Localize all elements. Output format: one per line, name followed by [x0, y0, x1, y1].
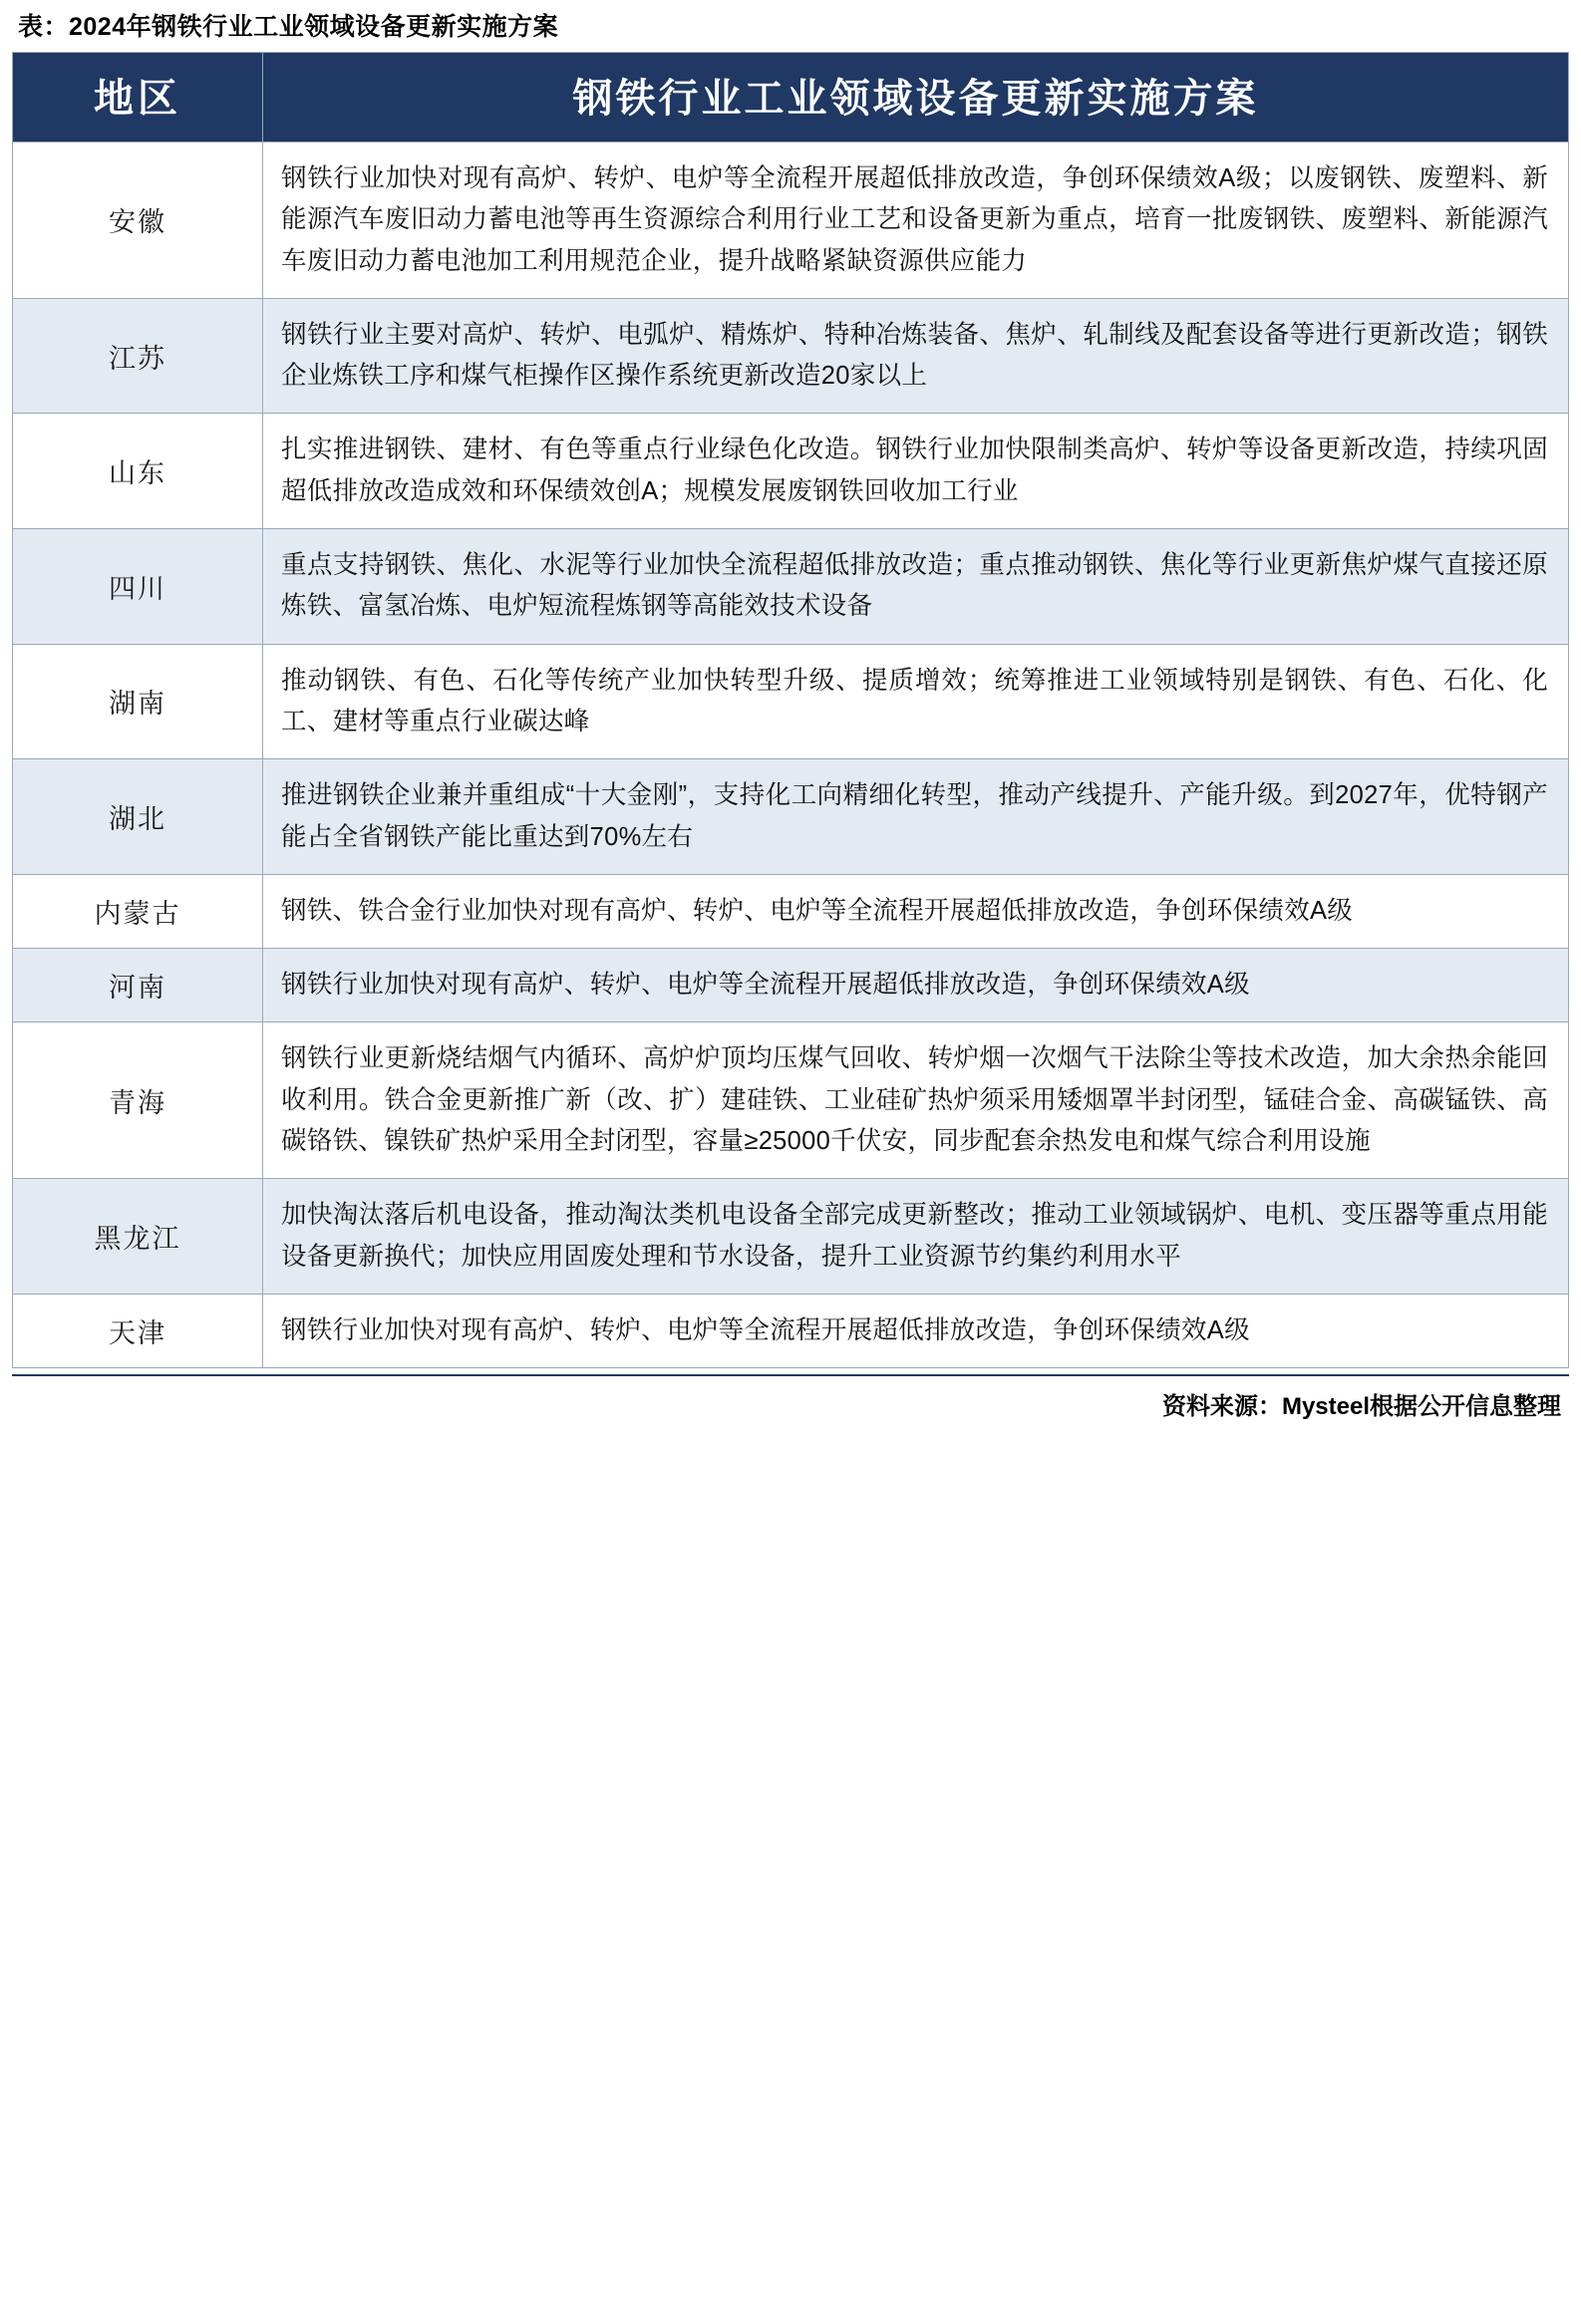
- cell-content: 钢铁行业加快对现有高炉、转炉、电炉等全流程开展超低排放改造，争创环保绩效A级: [263, 949, 1569, 1022]
- source-note: 资料来源：Mysteel根据公开信息整理: [12, 1374, 1569, 1421]
- table-row: [13, 529, 1569, 645]
- table-row: [13, 644, 1569, 759]
- cell-content: 钢铁行业主要对高炉、转炉、电弧炉、精炼炉、特种冶炼装备、焦炉、轧制线及配套设备等进行更新改造；钢铁企业炼铁工序和煤气柜操作区操作系统更新改造20家以上: [263, 298, 1569, 414]
- cell-region: 青海: [13, 1022, 263, 1179]
- cell-region: 安徽: [13, 143, 263, 299]
- table-row: [13, 1022, 1569, 1179]
- cell-region: 天津: [13, 1294, 263, 1367]
- table-caption: 表：2024年钢铁行业工业领域设备更新实施方案: [18, 13, 559, 41]
- cell-region: 湖南: [13, 644, 263, 759]
- table-row: [13, 414, 1569, 529]
- table-row: [13, 949, 1569, 1022]
- cell-content: 重点支持钢铁、焦化、水泥等行业加快全流程超低排放改造；重点推动钢铁、焦化等行业更新焦炉煤气直接还原炼铁、富氢冶炼、电炉短流程炼钢等高能效技术设备: [263, 529, 1569, 645]
- column-header-region: 地区: [13, 53, 263, 143]
- cell-region: 黑龙江: [13, 1179, 263, 1295]
- cell-region: 山东: [13, 414, 263, 529]
- cell-region: 四川: [13, 529, 263, 645]
- table-row: [13, 143, 1569, 299]
- cell-content: 钢铁行业更新烧结烟气内循环、高炉炉顶均压煤气回收、转炉烟一次烟气干法除尘等技术改造，加大余热余能回收利用。铁合金更新推广新（改、扩）建硅铁、工业硅矿热炉须采用矮烟罩半封闭型，锰硅合金、高碳锰铁、高碳铬铁、镍铁矿热炉采用全封闭型，容量≥25000千伏安，同步配套余热发电和煤气综合利用设施: [263, 1022, 1569, 1179]
- table-row: [13, 298, 1569, 414]
- table-row: [13, 1179, 1569, 1295]
- cell-region: 湖北: [13, 759, 263, 875]
- steel-equipment-update-table: [12, 52, 1569, 1368]
- cell-region: 内蒙古: [13, 874, 263, 948]
- cell-content: 推动钢铁、有色、石化等传统产业加快转型升级、提质增效；统筹推进工业领域特别是钢铁、有色、石化、化工、建材等重点行业碳达峰: [263, 644, 1569, 759]
- source-container: [12, 1374, 1569, 1421]
- table-row: [13, 874, 1569, 948]
- cell-content: 钢铁行业加快对现有高炉、转炉、电炉等全流程开展超低排放改造，争创环保绩效A级: [263, 1294, 1569, 1367]
- cell-region: 江苏: [13, 298, 263, 414]
- cell-content: 推进钢铁企业兼并重组成“十大金刚”，支持化工向精细化转型，推动产线提升、产能升级。到2027年，优特钢产能占全省钢铁产能比重达到70%左右: [263, 759, 1569, 875]
- cell-content: 钢铁行业加快对现有高炉、转炉、电炉等全流程开展超低排放改造，争创环保绩效A级；以废钢铁、废塑料、新能源汽车废旧动力蓄电池等再生资源综合利用行业工艺和设备更新为重点，培育一批废钢铁、废塑料、新能源汽车废旧动力蓄电池加工利用规范企业，提升战略紧缺资源供应能力: [263, 143, 1569, 299]
- table-row: [13, 759, 1569, 875]
- table-body: [13, 143, 1569, 1368]
- cell-content: 钢铁、铁合金行业加快对现有高炉、转炉、电炉等全流程开展超低排放改造，争创环保绩效A级: [263, 874, 1569, 948]
- cell-region: 河南: [13, 949, 263, 1022]
- cell-content: 扎实推进钢铁、建材、有色等重点行业绿色化改造。钢铁行业加快限制类高炉、转炉等设备更新改造，持续巩固超低排放改造成效和环保绩效创A；规模发展废钢铁回收加工行业: [263, 414, 1569, 529]
- column-header-plan: 钢铁行业工业领域设备更新实施方案: [263, 53, 1569, 143]
- table-header: [13, 53, 1569, 143]
- cell-content: 加快淘汰落后机电设备，推动淘汰类机电设备全部完成更新整改；推动工业领域锅炉、电机、变压器等重点用能设备更新换代；加快应用固废处理和节水设备，提升工业资源节约集约利用水平: [263, 1179, 1569, 1295]
- table-row: [13, 1294, 1569, 1367]
- header-row: [13, 53, 1569, 143]
